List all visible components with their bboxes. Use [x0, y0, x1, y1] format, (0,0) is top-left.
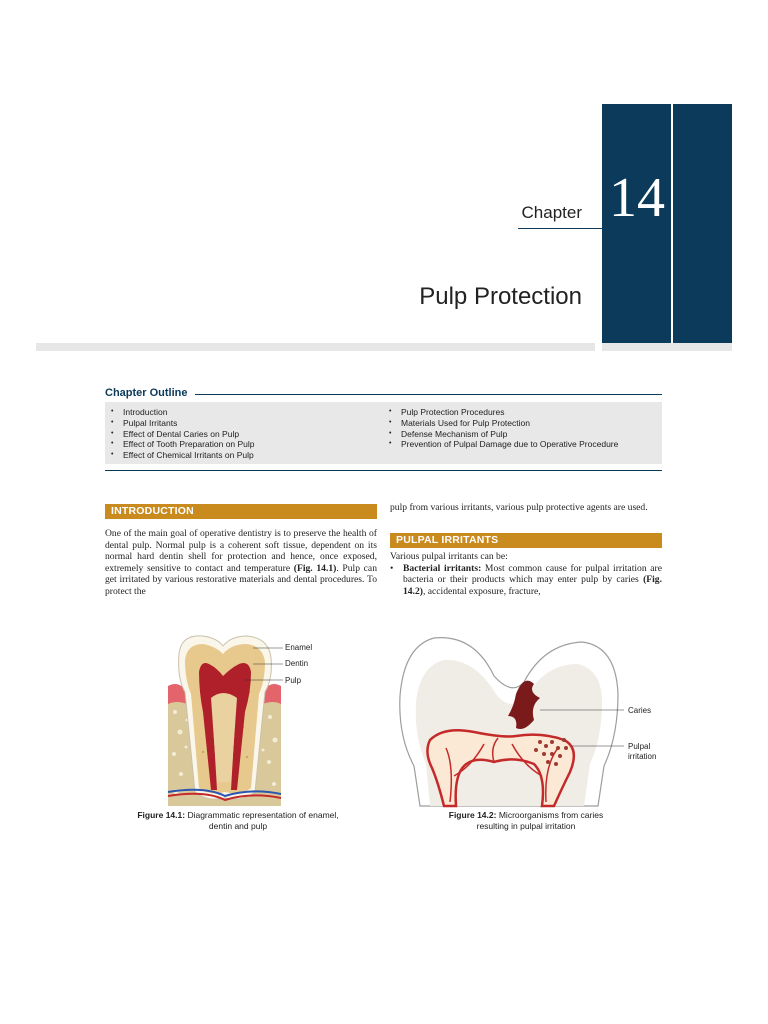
outline-item: • Effect of Tooth Preparation on Pulp — [105, 439, 255, 450]
outline-left-list — [105, 407, 255, 461]
chapter-side-block — [673, 104, 732, 343]
chapter-rule — [518, 228, 603, 229]
label-dentin: Dentin — [285, 659, 309, 668]
outline-item: • Prevention of Pulpal Damage due to Operative Procedure — [383, 439, 618, 450]
outline-item: • Effect of Chemical Irritants on Pulp — [105, 450, 255, 461]
caption-text-line2: dentin and pulp — [208, 820, 268, 831]
outline-item: • Pulpal Irritants — [105, 418, 255, 429]
caption-number: Figure 14.1: — [137, 810, 186, 820]
intro-text-cont: . Pulp can get irritated by various restorative materials and dental procedures. To protect the — [105, 562, 377, 597]
label-pulpal: Pulpal — [628, 742, 651, 751]
carious-tooth-illustration — [394, 636, 624, 808]
figure-reference: (Fig. 14.2) — [403, 574, 662, 597]
introduction-paragraph — [105, 528, 377, 597]
irritants-list — [390, 563, 662, 598]
label-pulp: Pulp — [285, 676, 302, 685]
outline-top-rule — [195, 394, 662, 395]
bullet-text: Most common cause for pulpal irritation are bacteria or their products which may enter pulp by caries — [403, 562, 662, 585]
bullet-term: Bacterial irritants: — [403, 562, 482, 574]
figure-caption-14-1 — [118, 810, 358, 831]
outline-bottom-rule — [105, 470, 662, 471]
header-band — [36, 343, 732, 351]
chapter-outline-box — [105, 402, 662, 464]
caption-number: Figure 14.2: — [448, 810, 497, 820]
caption-text: Diagrammatic representation of enamel, — [187, 810, 339, 820]
label-enamel: Enamel — [285, 643, 313, 652]
section-heading-pulpal-irritants: PULPAL IRRITANTS — [390, 533, 662, 548]
outline-item: • Effect of Dental Caries on Pulp — [105, 429, 255, 440]
header-band-gap — [595, 343, 602, 351]
bullet-text-cont: , accidental exposure, fracture, — [422, 585, 541, 597]
outline-right-list — [383, 407, 618, 450]
intro-text: One of the main goal of operative dentistry is to preserve the health of dental pulp. Normal pulp is a coherent soft tissue, dependent on its normal hard dentin shell for protection and hence, once exposed, extremely sensitive to contact and temperature — [105, 528, 377, 574]
chapter-label: Chapter — [521, 203, 582, 222]
outline-title: Chapter Outline — [105, 387, 188, 399]
caption-text: Microorganisms from caries — [498, 810, 604, 820]
outline-item: • Pulp Protection Procedures — [383, 407, 618, 418]
label-irritation: irritation — [628, 752, 657, 761]
introduction-continued: pulp from various irritants, various pulp protective agents are used. — [390, 502, 648, 513]
figure-reference: (Fig. 14.1) — [293, 562, 337, 574]
list-item — [390, 563, 662, 598]
chapter-number: 14 — [609, 167, 665, 229]
pulpal-irritants-body — [390, 551, 662, 597]
page-title: Pulp Protection — [419, 283, 582, 310]
label-caries: Caries — [628, 706, 652, 715]
section-heading-introduction: INTRODUCTION — [105, 504, 377, 519]
pulpal-irritants-lead: Various pulpal irritants can be: — [390, 551, 508, 562]
caption-text-line2: resulting in pulpal irritation — [476, 820, 576, 831]
outline-item: • Defense Mechanism of Pulp — [383, 429, 618, 440]
outline-item: • Materials Used for Pulp Protection — [383, 418, 618, 429]
outline-item: • Introduction — [105, 407, 255, 418]
figure-caption-14-2 — [410, 810, 642, 831]
